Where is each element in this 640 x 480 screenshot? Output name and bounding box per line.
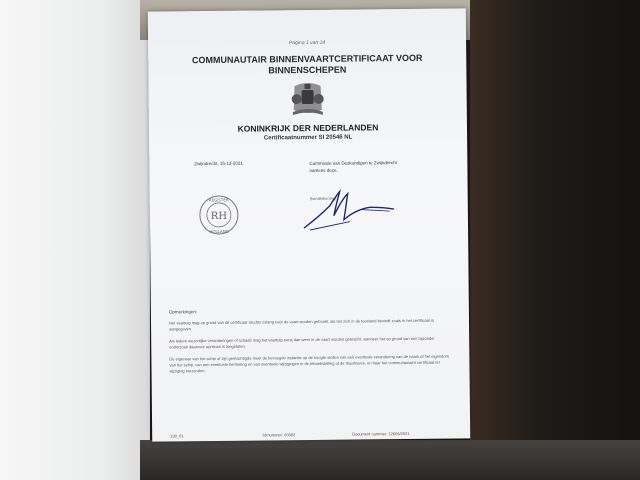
footer-registration-number: Strnummer: 60382 xyxy=(262,432,296,438)
certificate-page xyxy=(148,8,470,441)
background-bottom xyxy=(140,440,640,480)
seal-mark-text: RH xyxy=(210,210,228,223)
remark-3: De eigenaar van het schip of zijn gemachtigde moet de bevoegde instantie op de hoogte stellen van een eventuele verandering van de naam of het eigendom van het schip, van een eventuele hermeting en van eventuele wijzigingen in de teboekstelling of de thuishaven, en haar het communautaire certificaat ter wijziging toezenden. xyxy=(169,353,449,374)
coat-of-arms-icon xyxy=(289,82,327,118)
remark-1: Het vaartuig mag op grond van dit certificaat slechts zolang voor de vaart worden gebruikt, als het zich in de toestand bevindt zoals in het certificaat is aangegeven. xyxy=(168,317,435,332)
kingdom-heading: KONINKRIJK DER NEDERLANDEN xyxy=(237,122,379,134)
document-title xyxy=(148,52,466,77)
remark-2: Als ledere wezenlijke veranderingen of schade mag het vaartuig eerst dan weer in de vaart worden gebracht, wanneer het op grond van een bijzonder onderzoek daarvoor opnieuw is toegelaten. xyxy=(169,335,435,350)
background-right xyxy=(470,0,640,480)
commission-block xyxy=(309,159,449,174)
footer-code: 199_01 xyxy=(170,433,184,439)
commission-line-1: Commissie van Deskundigen te Zwijndrecht xyxy=(309,160,397,166)
footer-document-number: Document nummer: 12606/2021 xyxy=(352,430,410,437)
background-left xyxy=(0,0,150,480)
title-line-2: BINNENSCHEPEN xyxy=(268,64,347,76)
certificate-number: Certificaatnummer SI 20546 NL xyxy=(263,134,353,142)
commission-line-2: namens deze, xyxy=(309,167,338,173)
seal-bottom-text: HOLLAND xyxy=(209,228,229,235)
place-date: Zwijndrecht, 15-12-2021 xyxy=(194,160,243,167)
remarks-heading: Opmerkingen: xyxy=(168,309,198,315)
register-holland-seal-icon xyxy=(198,194,240,236)
seal-top-text: REGISTER xyxy=(208,197,229,203)
handwritten-signature-icon xyxy=(290,185,401,236)
page-number: Pagina 1 van 14 xyxy=(288,39,326,47)
signature-label: (handtekening) xyxy=(309,195,337,201)
title-line-1: COMMUNAUTAIR BINNENVAARTCERTIFICAAT VOOR xyxy=(191,52,423,66)
